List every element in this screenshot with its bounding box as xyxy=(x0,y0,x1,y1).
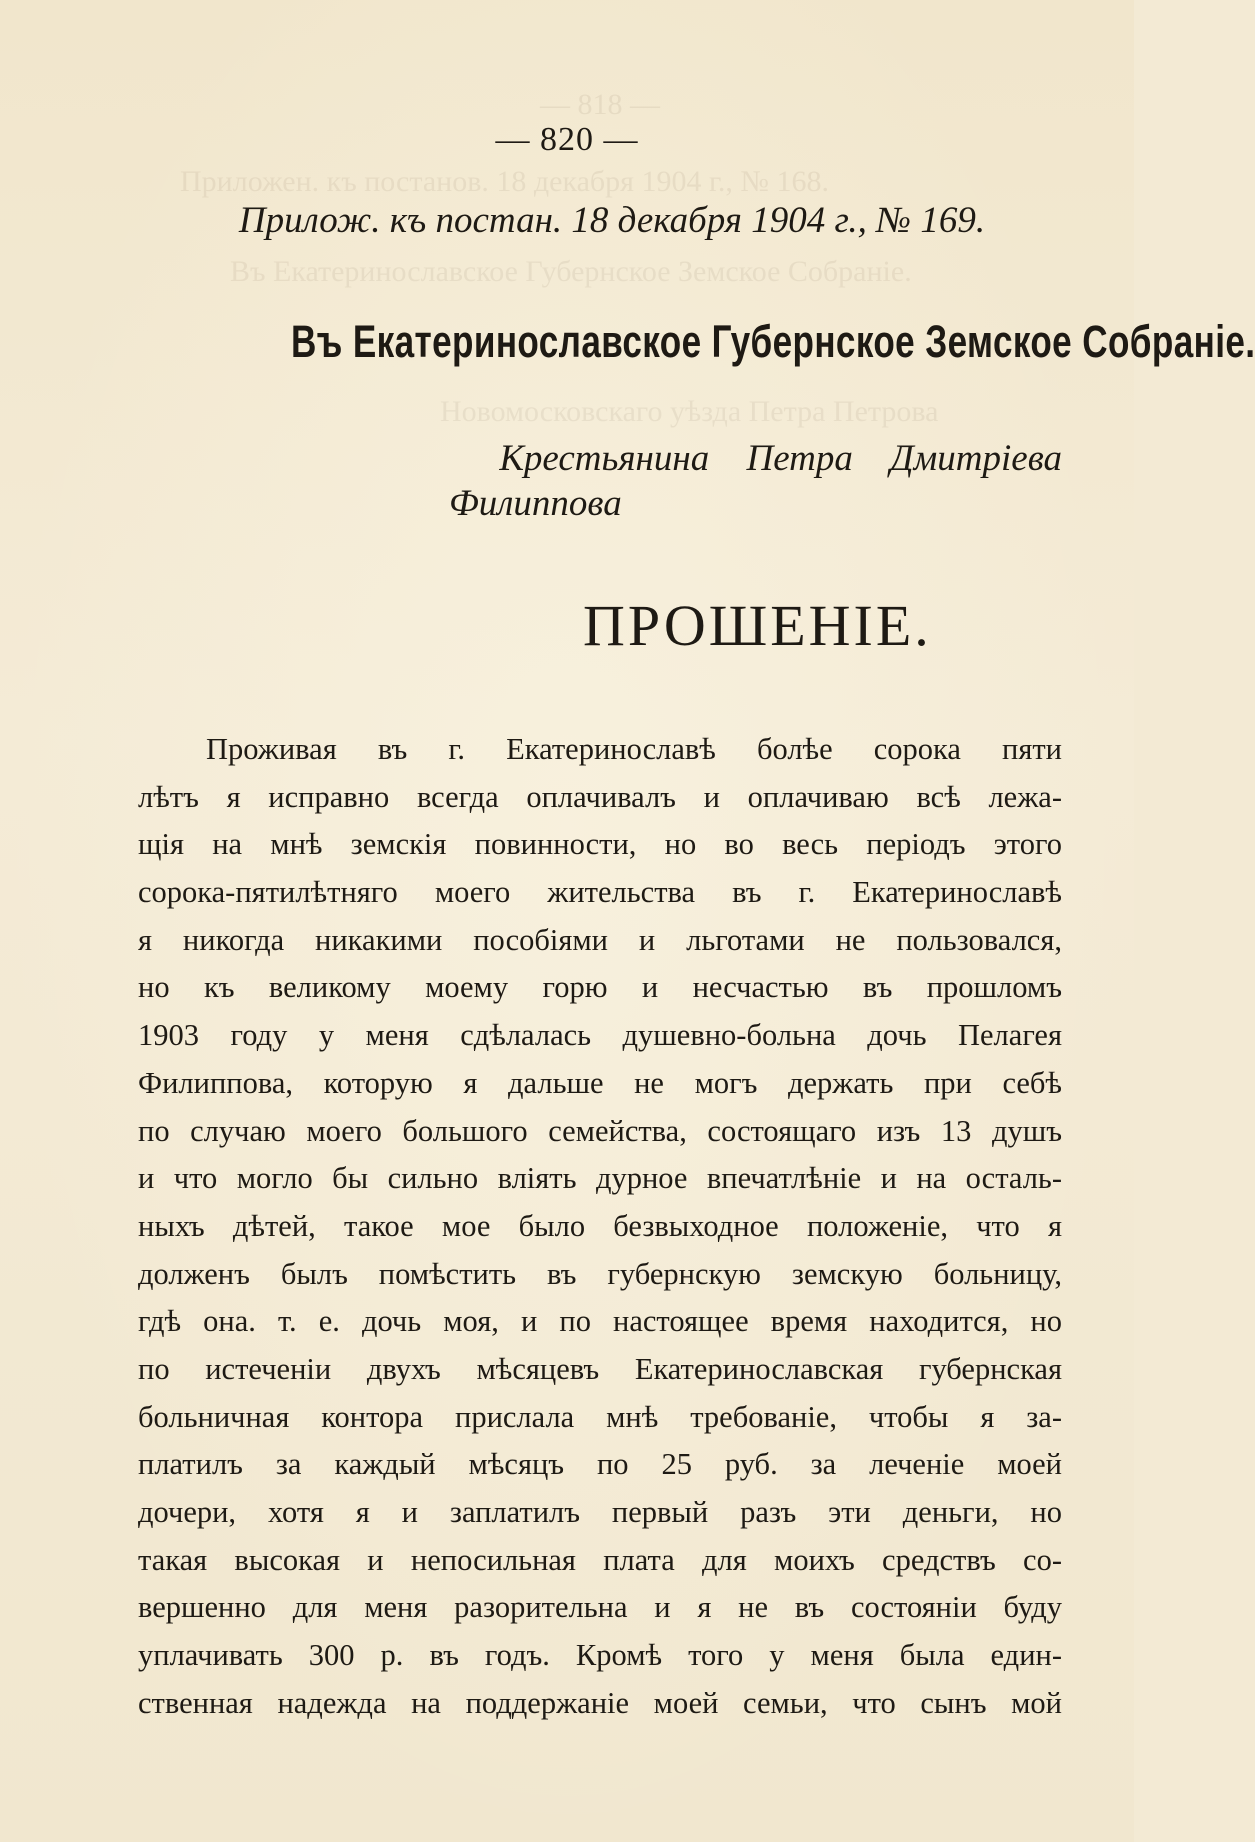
body-line: по истеченіи двухъ мѣсяцевъ Екатеринославская губернская xyxy=(138,1351,1062,1386)
body-line: лѣтъ я исправно всегда оплачивалъ и оплачиваю всѣ лежа- xyxy=(138,779,1062,814)
body-line: долженъ былъ помѣстить въ губернскую земскую больницу, xyxy=(138,1256,1062,1291)
bleed-through-text: — 818 — xyxy=(540,88,660,121)
body-line: гдѣ она. т. е. дочь моя, и по настоящее время находится, но xyxy=(138,1304,1062,1339)
body-line: ственная надежда на поддержаніе моей семьи, что сынъ мой xyxy=(138,1685,1062,1720)
bleed-through-text: Приложен. къ постанов. 18 декабря 1904 г., № 168. xyxy=(180,165,829,198)
body-line: больничная контора прислала мнѣ требованіе, чтобы я за- xyxy=(138,1399,1062,1434)
body-line: ныхъ дѣтей, такое мое было безвыходное положеніе, что я xyxy=(138,1208,1062,1243)
body-line: дочери, хотя я и заплатилъ первый разъ эти деньги, но xyxy=(138,1495,1062,1529)
bleed-through-text: Въ Екатеринославское Губернское Земское Собраніе. xyxy=(230,255,912,288)
document-title: ПРОШЕНІЕ. xyxy=(583,593,932,658)
body-line: щія на мнѣ земскія повинности, но во весь періодъ этого xyxy=(138,827,1062,862)
body-line: по случаю моего большого семейства, состоящаго изъ 13 душъ xyxy=(138,1113,1062,1148)
body-line: сорока-пятилѣтняго моего жительства въ г. Екатеринославѣ xyxy=(138,875,1062,910)
petition-body xyxy=(138,726,1062,1727)
body-line: Проживая въ г. Екатеринославѣ болѣе сорока пяти xyxy=(206,732,1062,766)
body-line: вершенно для меня разорительна и я не въ состояніи буду xyxy=(138,1590,1062,1625)
page-number: — 820 — xyxy=(495,121,639,158)
body-line: платилъ за каждый мѣсяцъ по 25 руб. за леченіе моей xyxy=(138,1447,1062,1482)
body-line: 1903 году у меня сдѣлалась душевно-больна дочь Пелагея xyxy=(138,1018,1062,1053)
body-line: и что могло бы сильно вліять дурное впечатлѣніе и на осталь- xyxy=(138,1161,1062,1196)
petitioner-line-2: Филиппова xyxy=(449,483,622,524)
body-line: но къ великому моему горю и несчастью въ прошломъ xyxy=(138,970,1062,1005)
petitioner-line-1: Крестьянина Петра Дмитріева xyxy=(499,438,1062,479)
bleed-through-text: Новомосковскаго уѣзда Петра Петрова xyxy=(440,395,939,428)
body-line: такая высокая и непосильная плата для моихъ средствъ со- xyxy=(138,1542,1062,1577)
addressee-heading: Въ Екатеринославское Губернское Земское Собраніе. xyxy=(291,316,1255,367)
appendix-reference: Прилож. къ постан. 18 декабря 1904 г., № 169. xyxy=(238,200,986,241)
body-line: Филиппова, которую я дальше не могъ держать при себѣ xyxy=(138,1065,1062,1100)
body-line: я никогда никакими пособіями и льготами не пользовался, xyxy=(138,922,1062,957)
body-line: уплачивать 300 р. въ годъ. Кромѣ того у меня была един- xyxy=(138,1638,1062,1673)
